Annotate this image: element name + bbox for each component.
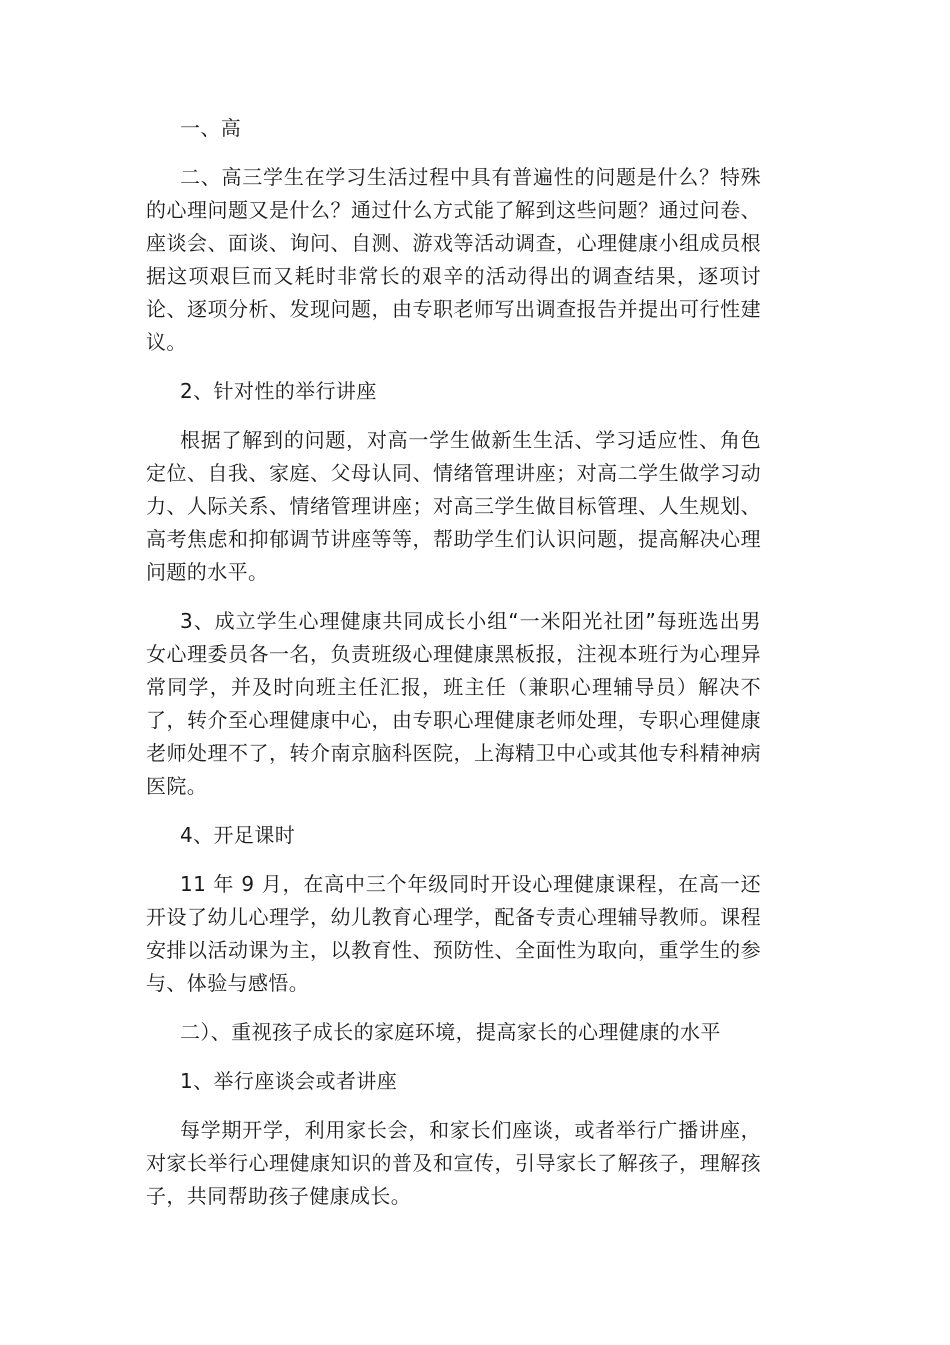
heading-lectures: 2、针对性的举行讲座 <box>180 379 377 403</box>
paragraph-meetings: 每学期开学，利用家长会，和家长们座谈，或者举行广播讲座，对家长举行心理健康知识的普及和宣传，引导家长了解孩子，理解孩子，共同帮助孩子健康成长。 <box>146 1118 761 1208</box>
section-heading-1: 一、高 <box>180 116 242 140</box>
paragraph-lectures: 根据了解到的问题，对高一学生做新生生活、学习适应性、角色定位、自我、家庭、父母认同、情绪管理讲座；对高二学生做学习动力、人际关系、情绪管理讲座；对高三学生做目标管理、人生规划、高考焦虑和抑郁调节讲座等等，帮助学生们认识问题，提高解决心理问题的水平。 <box>146 428 761 584</box>
heading-courses: 4、开足课时 <box>180 823 296 847</box>
heading-meetings: 1、举行座谈会或者讲座 <box>180 1069 398 1093</box>
paragraph-courses: 11 年 9 月，在高中三个年级同时开设心理健康课程，在高一还开设了幼儿心理学，幼儿教育心理学，配备专责心理辅导教师。课程安排以活动课为主，以教育性、预防性、全面性为取向，重学生的参与、体验与感悟。 <box>146 872 761 995</box>
heading-family: 二）、重视孩子成长的家庭环境，提高家长的心理健康的水平 <box>180 1020 721 1044</box>
paragraph-survey: 二、高三学生在学习生活过程中具有普遍性的问题是什么？特殊的心理问题又是什么？通过什么方式能了解到这些问题？通过问卷、座谈会、面谈、询问、自测、游戏等活动调查，心理健康小组成员根据这项艰巨而又耗时非常长的艰辛的活动得出的调查结果，逐项讨论、逐项分析、发现问题，由专职老师写出调查报告并提出可行性建议。 <box>146 165 761 354</box>
document-body <box>146 112 761 1229</box>
paragraph-group: 3、成立学生心理健康共同成长小组“一米阳光社团”每班选出男女心理委员各一名，负责班级心理健康黑板报，注视本班行为心理异常同学，并及时向班主任汇报，班主任（兼职心理辅导员）解决不了，转介至心理健康中心，由专职心理健康老师处理，专职心理健康老师处理不了，转介南京脑科医院，上海精卫中心或其他专科精神病医院。 <box>146 609 761 798</box>
